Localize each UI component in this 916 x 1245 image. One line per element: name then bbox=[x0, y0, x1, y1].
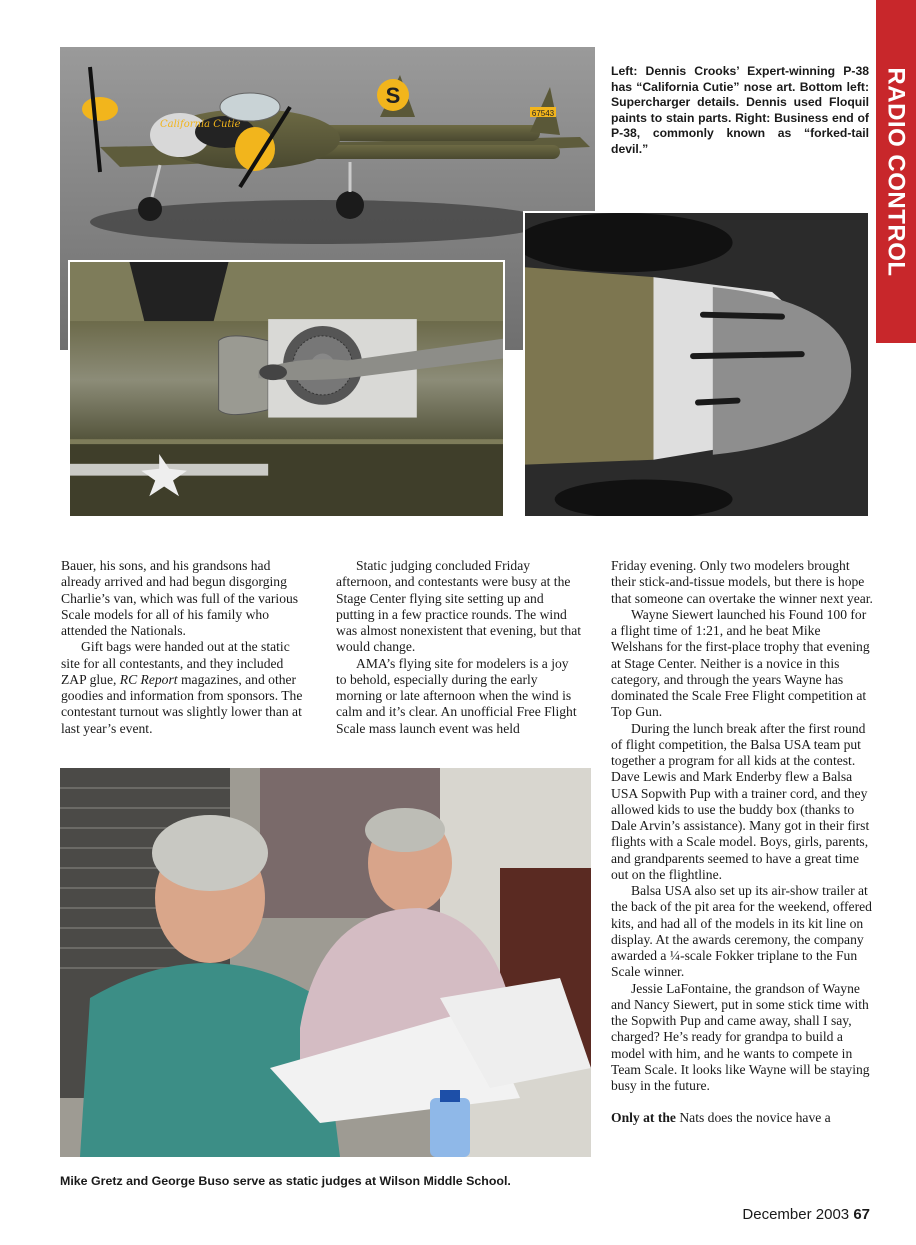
tail-letter: S bbox=[385, 83, 401, 108]
col3-paragraph-1: Friday evening. Only two modelers brought their stick-and-tissue models, but there is hope that someone can overtake the winner next year. bbox=[611, 558, 873, 606]
caption-top: Left: Dennis Crooks’ Expert-winning P-38 has “California Cutie” nose art. Bottom left: Supercharger details. Dennis used Floquil paints to stain parts. Right: Business end of P-38, commonly known as “forked-tail devil.” bbox=[611, 64, 869, 156]
folio-page-number: 67 bbox=[853, 1206, 870, 1223]
col3-paragraph-6: Only at the Nats does the novice have a bbox=[611, 1110, 831, 1126]
col2-paragraph-2: AMA’s flying site for modelers is a joy to behold, especially during the early morning or late afternoon when the wind is calm and it’s clear. An unofficial Free Flight Scale mass launch event was held bbox=[336, 655, 577, 736]
folio-issue: December 2003 bbox=[742, 1206, 850, 1223]
photo-nose-guns bbox=[523, 211, 870, 518]
photo-static-judges bbox=[60, 768, 591, 1157]
text-column-2 bbox=[336, 558, 582, 737]
section-tab-label: RADIO CONTROL bbox=[883, 66, 910, 277]
text-column-3 bbox=[611, 558, 873, 1127]
col2-paragraph-1: Static judging concluded Friday afternoon, and contestants were busy at the Stage Center flying site setting up and putting in a few practice rounds. The wind was almost nonexistent that evening, but that would change. bbox=[336, 558, 582, 655]
section-tab bbox=[876, 0, 916, 343]
col3-paragraph-4: Balsa USA also set up its air-show trailer at the back of the pit area for the weekend, offered kits, and had all of the models in its kit line on display. At the awards ceremony, the company awarded a ¼-scale Fokker triplane to the Fun Scale winner. bbox=[611, 883, 872, 980]
nose-art: California Cutie bbox=[160, 119, 241, 130]
page-folio bbox=[742, 1206, 870, 1223]
col1-paragraph-2: Gift bags were handed out at the static site for all contestants, and they included ZAP glue, RC Report magazines, and other goodies and information from sponsors. The contestant turnout was slightly lower than at last year’s event. bbox=[61, 639, 303, 736]
col3-paragraph-5: Jessie LaFontaine, the grandson of Wayne and Nancy Siewert, put in some stick time with the Sopwith Pup and came away, shall I say, charged? He’s ready for grandpa to build a model with him, and he wants to compete in Team Scale. It looks like Wayne will be staying busy in the future. bbox=[611, 980, 870, 1093]
photo-supercharger bbox=[68, 260, 505, 518]
col1-paragraph-1: Bauer, his sons, and his grandsons had already arrived and had begun disgorging Charlie’s van, which was full of the various Scale models for all of his family who attended the Nationals. bbox=[61, 558, 299, 638]
tail-number: 67543 bbox=[531, 109, 555, 118]
col3-paragraph-2: Wayne Siewert launched his Found 100 for a flight time of 1:21, and he beat Mike Welshans for the first-place trophy that evening at Stage Center. Neither is a novice in this category, and through the years Wayne has dominated the Scale Free Flight competition at Top Gun. bbox=[611, 606, 870, 720]
caption-bottom: Mike Gretz and George Buso serve as static judges at Wilson Middle School. bbox=[60, 1174, 511, 1188]
text-column-1 bbox=[61, 558, 307, 737]
col3-paragraph-3: During the lunch break after the first round of flight competition, the Balsa USA team put together a program for all kids at the contest. Dave Lewis and Mark Enderby flew a Balsa USA Sopwith Pup with a trainer cord, and they allowed kids to use the buddy box (thanks to Dale Arvin’s assistance). Many got in their first flights with a Scale model. Boys, girls, parents, and grandparents seemed to have a great time out on the flightline. bbox=[611, 720, 870, 882]
